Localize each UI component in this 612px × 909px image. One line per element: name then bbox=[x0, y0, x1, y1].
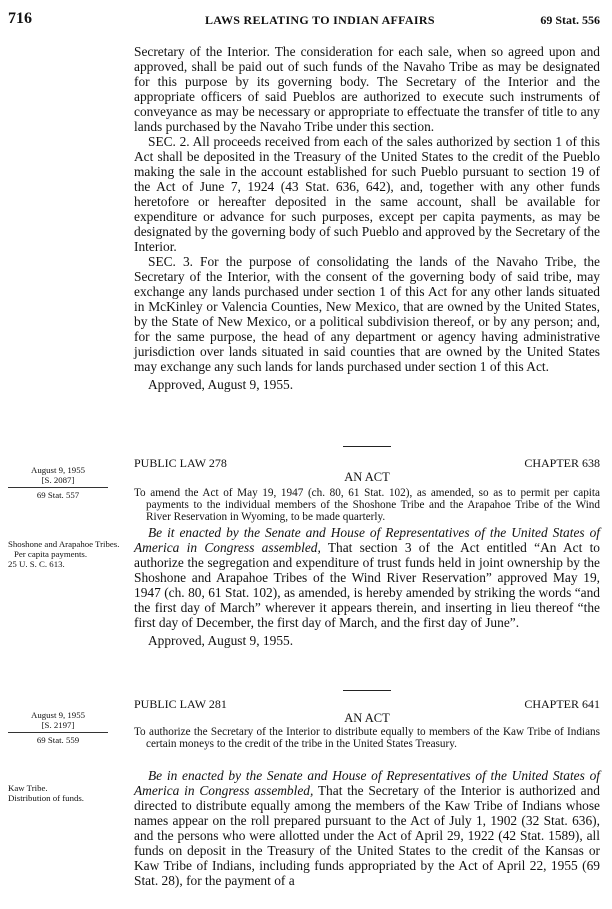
margin-subject: Per capita payments. bbox=[14, 549, 88, 559]
body-text: That section 3 of the Act entitled “An Act to authorize the segregation and expenditure of trust funds held in joint ownership by the Shoshone and Arapahoe Tribes of the Wind River Reservation” approved May 19, 1947 (ch. 80, 61 Stat. 102), as amended, is hereby amended by striking the words “and the first day of March” wherever it appears therein, and inserting in lieu thereof “the first day of December, the first day of March, and the first day of June”. bbox=[134, 540, 600, 630]
chapter-number: CHAPTER 641 bbox=[524, 697, 600, 711]
public-law-number: PUBLIC LAW 281 bbox=[134, 697, 227, 711]
margin-subject: Shoshone and Arapahoe Tribes. bbox=[8, 539, 120, 549]
summary-text: To amend the Act of May 19, 1947 (ch. 80, 61 Stat. 102), as amended, so as to permit per capita payments to the individual members of the Shoshone Tribe and the Arapahoe Tribe of the Wind River Reservation in Wyoming, to be made quarterly. bbox=[134, 487, 600, 523]
approval-line: Approved, August 9, 1955. bbox=[148, 633, 294, 648]
margin-stat-reference: 69 Stat. 557 bbox=[36, 490, 80, 500]
enacting-clause: Be in enacted by the Senate and House of Representatives of the United States of America in Congress assembled, bbox=[134, 768, 600, 798]
law-281-summary bbox=[134, 726, 600, 750]
margin-subject-law-278 bbox=[8, 539, 126, 569]
margin-rule bbox=[8, 487, 108, 488]
act-label: AN ACT bbox=[344, 470, 390, 484]
summary-text: To authorize the Secretary of the Interior to distribute equally to members of the Kaw Tribe of Indians certain moneys to the credit of the tribe in the United States Treasury. bbox=[134, 726, 600, 750]
running-title: LAWS RELATING TO INDIAN AFFAIRS bbox=[205, 13, 435, 27]
section-divider bbox=[343, 446, 391, 447]
body-text: That the Secretary of the Interior is authorized and directed to distribute equally among the members of the Kaw Tribe of Indians whose names appear on the roll prepared pursuant to the Act of July 1, 1902 (32 Stat. 636), and the persons who were allotted under the Act of April 29, 1922 (42 Stat. 1589), all funds on deposit in the Treasury of the United States to the credit of the Kansas or Kaw Tribe of Indians, including funds appropriated by the Act of April 22, 1955 (69 Stat. 28), for the payment of a bbox=[134, 783, 600, 888]
law-278-body bbox=[134, 525, 600, 648]
section-1-continuation: Secretary of the Interior. The consideration for each sale, when so agreed upon and approved, shall be paid out of such funds of the Navaho Tribe as may be designated for this purpose by its governing body. The Secretary of the Interior and the appropriate officers of said Pueblos are authorized to execute such instruments of conveyance as may be necessary or appropriate to effectuate the transfer of title to any lands purchased by the Navaho Tribe under this section. bbox=[134, 44, 600, 134]
law-281-body bbox=[134, 768, 600, 888]
section-divider bbox=[343, 690, 391, 691]
margin-bill-number: [S. 2087] bbox=[41, 475, 75, 485]
act-label: AN ACT bbox=[344, 711, 390, 725]
public-law-281-heading bbox=[134, 697, 600, 727]
section-3: SEC. 3. For the purpose of consolidating the lands of the Navaho Tribe, the Secretary of the Interior, with the consent of the governing body of said tribe, may exchange any lands purchased under section 1 of this Act for any other lands situated in McKinley or Valencia Counties, New Mexico, that are owned by the United States, by the State of New Mexico, or a political subdivision thereof, or by any person; and, for the same purpose, the head of any department or agency having administrative jurisdiction over lands situated in said counties that are owned by the United States may exchange any such lands for lands purchased under section 1 of this Act. bbox=[134, 254, 600, 374]
margin-subject-law-281 bbox=[8, 783, 126, 803]
page-number: 716 bbox=[8, 10, 32, 27]
margin-note-law-281 bbox=[8, 710, 126, 745]
margin-subject: Distribution of funds. bbox=[8, 793, 84, 803]
continued-act-text bbox=[134, 44, 600, 392]
running-header bbox=[0, 10, 612, 30]
margin-note-law-278 bbox=[8, 465, 126, 500]
margin-code-reference: 25 U. S. C. 613. bbox=[8, 559, 65, 569]
public-law-278-heading bbox=[134, 456, 600, 486]
public-law-number: PUBLIC LAW 278 bbox=[134, 456, 227, 470]
enacting-paragraph bbox=[134, 768, 600, 888]
approval-line: Approved, August 9, 1955. bbox=[148, 377, 294, 392]
margin-bill-number: [S. 2197] bbox=[41, 720, 75, 730]
margin-stat-reference: 69 Stat. 559 bbox=[36, 735, 80, 745]
enacting-clause: Be it enacted by the Senate and House of Representatives of the United States of America in Congress assembled, bbox=[134, 525, 600, 555]
header-stat-reference: 69 Stat. 556 bbox=[540, 13, 600, 27]
chapter-number: CHAPTER 638 bbox=[524, 456, 600, 470]
law-278-summary bbox=[134, 487, 600, 523]
margin-rule bbox=[8, 732, 108, 733]
section-2: SEC. 2. All proceeds received from each of the sales authorized by section 1 of this Act shall be deposited in the Treasury of the United States to the credit of the Pueblo making the sale in the account established for such Pueblo pursuant to section 19 of the Act of June 7, 1924 (43 Stat. 636, 642), and, together with any other funds heretofore or hereafter deposited in the same account, shall be available for expenditure or advance for such purposes, except per capita payments, as may be designated by the governing body of such Pueblo and approved by the Secretary of the Interior. bbox=[134, 134, 600, 254]
margin-date: August 9, 1955 bbox=[30, 465, 85, 475]
enacting-paragraph bbox=[134, 525, 600, 630]
margin-subject: Kaw Tribe. bbox=[8, 783, 48, 793]
margin-date: August 9, 1955 bbox=[30, 710, 85, 720]
